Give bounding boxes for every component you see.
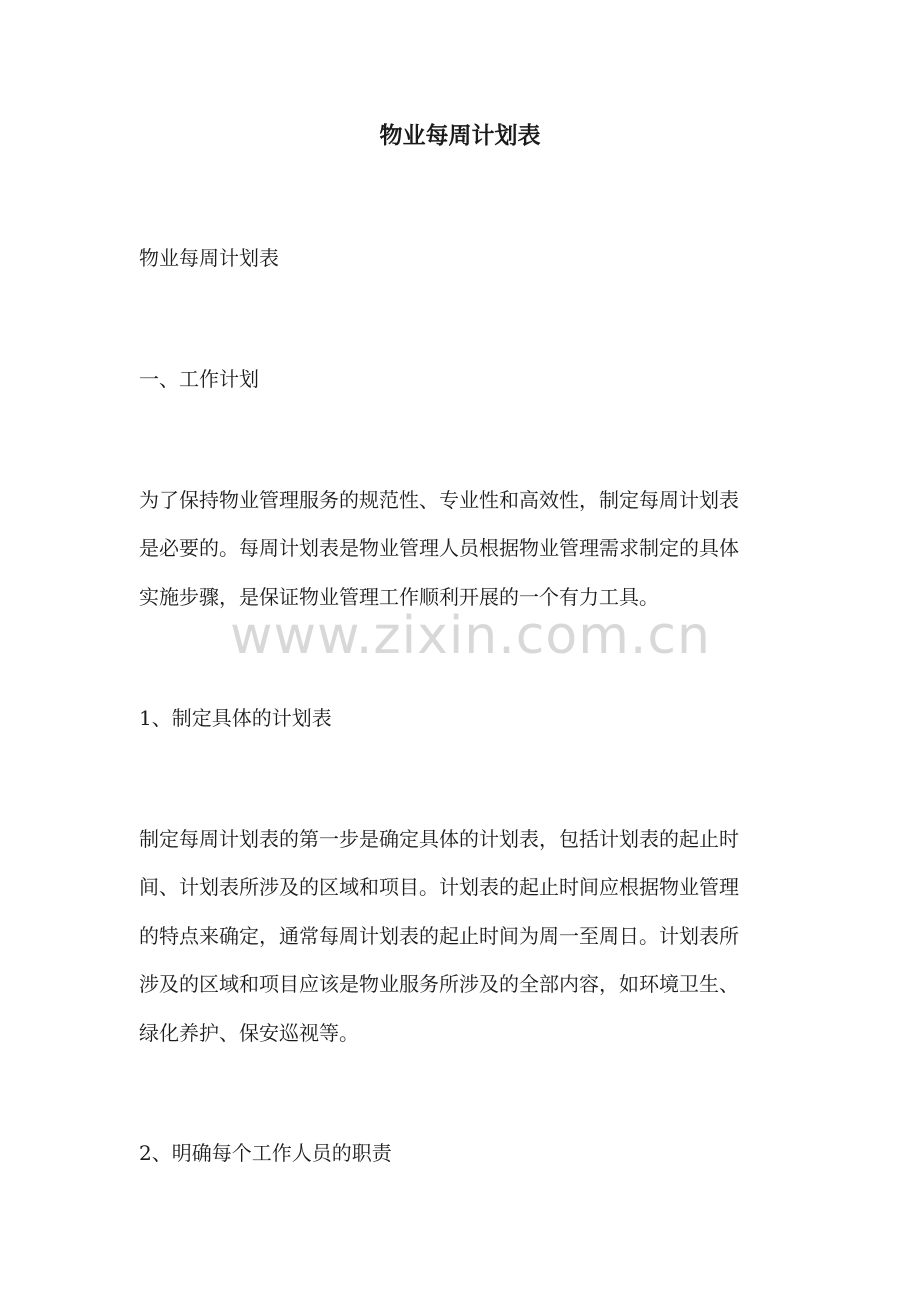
paragraph-line: 实施步骤，是保证物业管理工作顺利开展的一个有力工具。	[139, 585, 659, 609]
section-heading-work-plan: 一、工作计划	[139, 367, 259, 391]
paragraph-line: 是必要的。每周计划表是物业管理人员根据物业管理需求制定的具体	[139, 536, 739, 560]
item-heading-staff-duties: 2、明确每个工作人员的职责	[139, 1141, 392, 1165]
document-subtitle: 物业每周计划表	[139, 246, 279, 270]
paragraph-line: 间、计划表所涉及的区域和项目。计划表的起止时间应根据物业管理	[139, 875, 739, 899]
paragraph-line: 涉及的区域和项目应该是物业服务所涉及的全部内容，如环境卫生、	[139, 972, 739, 996]
watermark-text: www.zixin.com.cn	[230, 606, 711, 666]
paragraph-line: 制定每周计划表的第一步是确定具体的计划表，包括计划表的起止时	[139, 827, 739, 851]
paragraph-line: 绿化养护、保安巡视等。	[139, 1021, 359, 1045]
item-heading-make-plan: 1、制定具体的计划表	[139, 706, 332, 730]
paragraph-line: 的特点来确定，通常每周计划表的起止时间为周一至周日。计划表所	[139, 924, 739, 948]
document-title: 物业每周计划表	[379, 122, 541, 149]
paragraph-line: 为了保持物业管理服务的规范性、专业性和高效性，制定每周计划表	[139, 488, 739, 512]
